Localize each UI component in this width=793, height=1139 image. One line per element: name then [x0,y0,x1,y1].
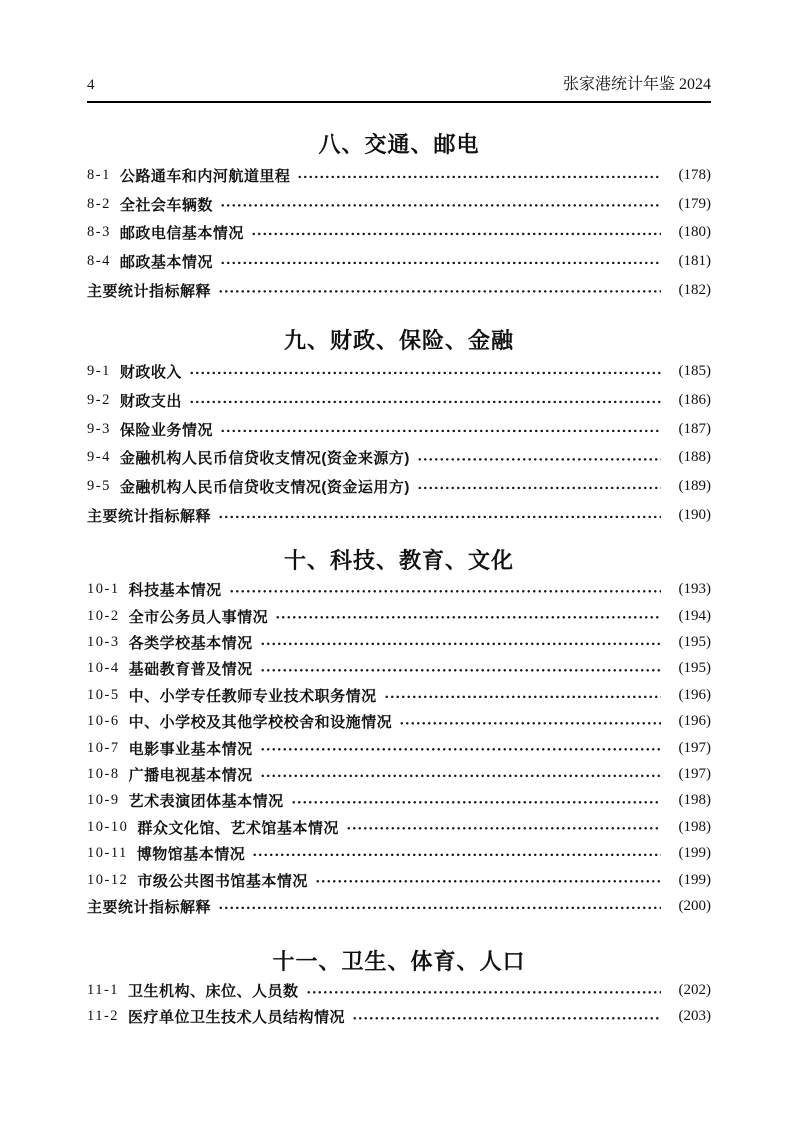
dot-leader [260,656,661,682]
toc-entry [87,357,711,386]
toc-entry [87,656,711,682]
section-entries [87,357,711,529]
dot-leader [291,788,661,814]
entry-page: (198) [678,818,711,835]
entry-page: (194) [678,607,711,624]
toc-entry [87,386,711,415]
section-title: 九、财政、保险、金融 [283,328,514,354]
entry-title: 基础教育普及情况 [128,661,253,679]
dot-leader [220,190,661,219]
section-title: 十、科技、教育、文化 [283,547,514,573]
entry-page: (188) [678,449,711,466]
dot-leader [189,386,661,415]
section-entries [87,161,711,304]
entry-title: 财政支出 [119,392,182,410]
dot-leader [260,735,661,761]
dot-leader [260,629,661,655]
entry-page: (197) [678,739,711,756]
entry-title: 主要统计指标解释 [87,898,212,916]
dot-leader [384,682,661,708]
entry-number: 8-4 [87,252,111,269]
toc-section [87,328,711,529]
entry-number: 11-2 [87,1008,120,1025]
entry-title: 艺术表演团体基本情况 [128,793,284,811]
entry-number: 9-4 [87,449,111,466]
toc-entry [87,444,711,473]
entry-number: 9-2 [87,391,111,408]
entry-page: (198) [678,792,711,809]
dot-leader [297,161,661,190]
toc-entry [87,629,711,655]
entry-title: 科技基本情况 [128,582,222,600]
entry-title: 公路通车和内河航道里程 [119,167,291,185]
dot-leader [220,415,661,444]
entry-title: 市级公共图书馆基本情况 [137,872,308,890]
toc-entry [87,761,711,787]
entry-number: 8-2 [87,195,111,212]
dot-leader [218,276,661,305]
entry-number: 10-10 [87,818,129,835]
entry-number: 11-1 [87,982,120,999]
dot-leader [260,761,661,787]
section-title: 十一、卫生、体育、人口 [272,948,526,974]
entry-title: 金融机构人民币信贷收支情况(资金来源方) [119,450,410,468]
entry-title: 卫生机构、床位、人员数 [128,983,299,1001]
entry-title: 主要统计指标解释 [87,507,212,525]
entry-number: 9-1 [87,363,111,380]
entry-title: 邮政基本情况 [119,253,213,271]
entry-page: (193) [678,581,711,598]
entry-title: 金融机构人民币信贷收支情况(资金运用方) [119,479,410,497]
dot-leader [399,709,661,735]
header-rule [87,101,711,103]
toc-entry [87,682,711,708]
entry-number: 10-4 [87,660,120,677]
dot-leader [352,1004,661,1030]
entry-title: 中、小学校及其他学校校舍和设施情况 [128,714,393,732]
entry-number: 10-7 [87,739,120,756]
dot-leader [306,978,661,1004]
entry-title: 主要统计指标解释 [87,282,212,300]
entry-number: 10-1 [87,581,120,598]
entry-title: 各类学校基本情况 [128,635,253,653]
section-entries [87,577,711,920]
entry-page: (178) [678,166,711,183]
entry-title: 全社会车辆数 [119,196,213,214]
entry-number: 9-3 [87,420,111,437]
toc-entry [87,218,711,247]
dot-leader [218,893,661,919]
entry-title: 全市公务员人事情况 [128,608,269,626]
book-title: 张家港统计年鉴 2024 [562,76,711,93]
entry-title: 电影事业基本情况 [128,740,253,758]
entry-page: (180) [678,224,711,241]
entry-page: (179) [678,195,711,212]
entry-page: (195) [678,660,711,677]
toc-entry [87,1004,711,1030]
entry-number: 8-3 [87,224,111,241]
entry-page: (203) [678,1008,711,1025]
entry-page: (199) [678,871,711,888]
page-header [87,0,711,94]
toc-entry [87,893,711,919]
entry-number: 10-6 [87,713,120,730]
dot-leader [275,603,661,629]
dot-leader [218,501,661,530]
entry-page: (202) [678,982,711,999]
toc-entry [87,415,711,444]
toc-entry [87,978,711,1004]
entry-number: 9-5 [87,478,111,495]
toc-entry [87,735,711,761]
toc-entry [87,501,711,530]
toc-section [87,548,711,920]
dot-leader [229,577,661,603]
entry-number: 8-1 [87,166,111,183]
entry-title: 财政收入 [119,364,182,382]
entry-title: 邮政电信基本情况 [119,225,244,243]
dot-leader [417,472,661,501]
dot-leader [417,444,661,473]
toc-entry [87,840,711,866]
entry-number: 10-5 [87,686,120,703]
toc-entry [87,814,711,840]
toc-entry [87,867,711,893]
entry-number: 10-2 [87,607,120,624]
toc-section [87,949,711,1030]
entry-page: (189) [678,478,711,495]
entry-page: (199) [678,845,711,862]
entry-page: (185) [678,363,711,380]
dot-leader [252,840,661,866]
dot-leader [220,247,661,276]
entry-page: (190) [678,506,711,523]
toc-entry [87,709,711,735]
entry-number: 10-9 [87,792,120,809]
entry-title: 保险业务情况 [119,421,213,439]
entry-title: 博物馆基本情况 [136,846,246,864]
toc-entry [87,788,711,814]
entry-page: (195) [678,634,711,651]
page-number: 4 [87,77,95,93]
entry-number: 10-11 [87,845,128,862]
entry-title: 医疗单位卫生技术人员结构情况 [128,1009,346,1027]
entry-page: (181) [678,252,711,269]
dot-leader [189,357,661,386]
entry-number: 10-3 [87,634,120,651]
dot-leader [251,218,661,247]
entry-page: (196) [678,686,711,703]
toc-entry [87,247,711,276]
entry-page: (196) [678,713,711,730]
entry-title: 广播电视基本情况 [128,766,253,784]
toc-entry [87,577,711,603]
entry-title: 中、小学专任教师专业技术职务情况 [128,687,377,705]
dot-leader [346,814,661,840]
toc-entry [87,472,711,501]
entry-title: 群众文化馆、艺术馆基本情况 [137,819,339,837]
entry-number: 10-12 [87,871,129,888]
entry-page: (197) [678,765,711,782]
toc-entry [87,276,711,305]
entry-page: (200) [678,897,711,914]
toc-entry [87,603,711,629]
toc-entry [87,161,711,190]
dot-leader [315,867,661,893]
toc-section [87,132,711,304]
entry-page: (182) [678,281,711,298]
section-title: 八、交通、邮电 [318,132,480,157]
toc-sections [87,132,711,1030]
entry-page: (186) [678,391,711,408]
toc-entry [87,190,711,219]
entry-page: (187) [678,420,711,437]
section-entries [87,978,711,1030]
entry-number: 10-8 [87,765,120,782]
